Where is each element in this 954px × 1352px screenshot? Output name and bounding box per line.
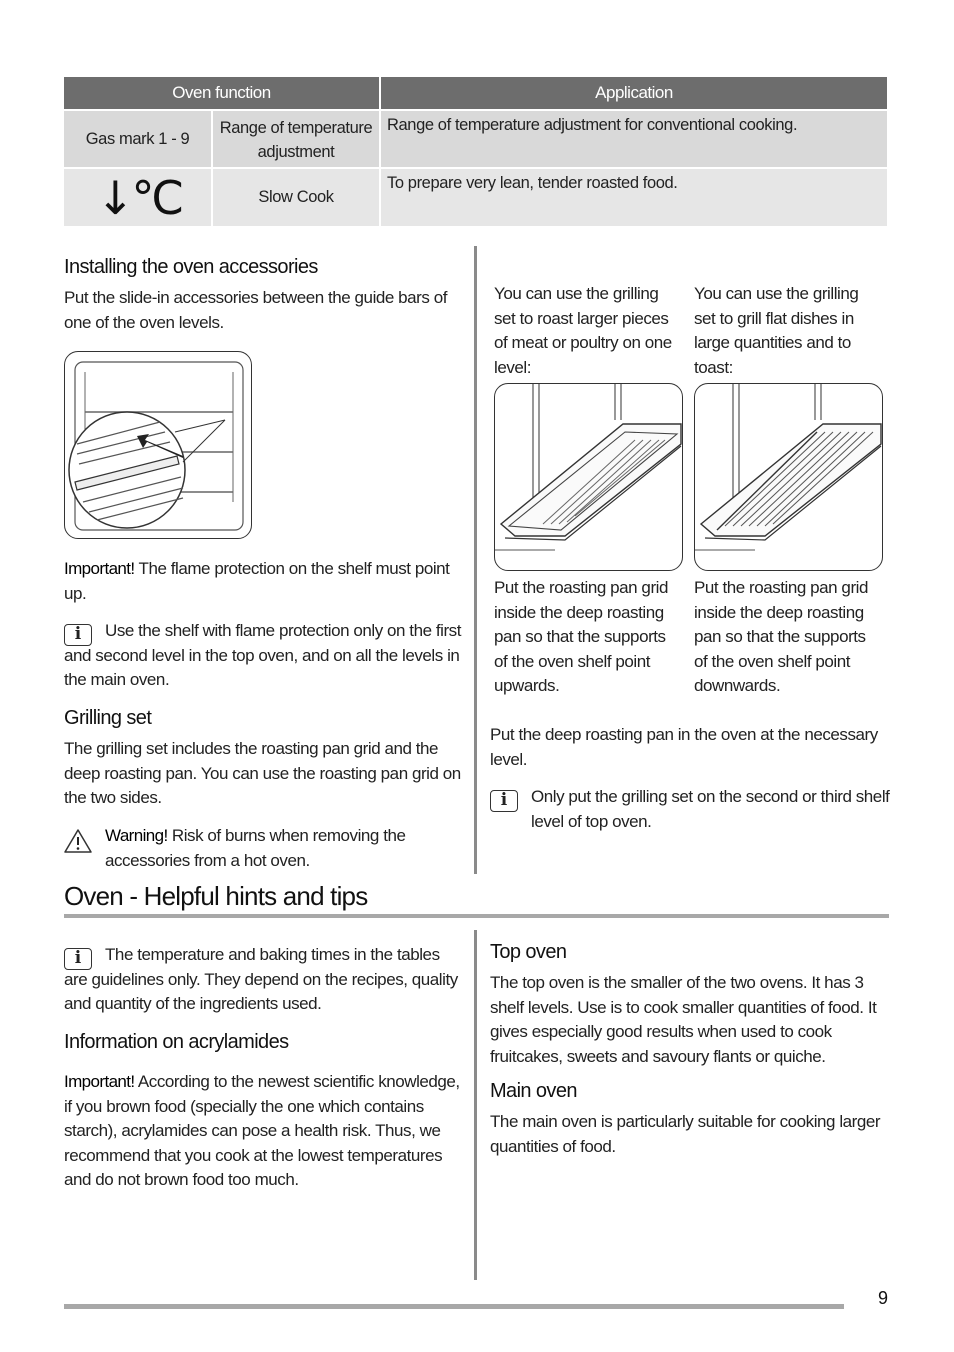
important-label: Important! xyxy=(64,559,135,578)
grill-option-b-text: You can use the grilling set to grill flat dishes in large quantities and to toast: xyxy=(694,284,859,377)
info-shelf-text xyxy=(64,619,466,693)
function-symbol-gas-mark: Gas mark 1 - 9 xyxy=(64,110,212,168)
header-oven-function: Oven function xyxy=(64,77,380,110)
deep-pan-text: Put the deep roasting pan in the oven at the necessary level. xyxy=(490,725,878,769)
top-oven-text: The top oven is the smaller of the two ovens. It has 3 shelf levels. Use is to cook smaller quantities of food. It gives especially good results when used to cook fruitcakes, sweets and savoury flants or quiche. xyxy=(490,973,877,1066)
slow-cook-icon xyxy=(64,168,212,226)
main-oven-heading: Main oven xyxy=(490,1080,577,1102)
top-oven-heading: Top oven xyxy=(490,941,567,963)
info-temp-text xyxy=(64,943,466,1017)
column-divider xyxy=(474,930,477,1280)
grill-option-a-instruction: Put the roasting pan grid inside the deep roasting pan so that the supports of the oven shelf point upwards. xyxy=(494,578,668,695)
function-name: Range of temperature adjustment xyxy=(212,110,380,168)
table-row xyxy=(64,110,887,168)
warning-icon xyxy=(63,828,93,854)
roasting-pan-supports-down-illustration xyxy=(694,383,883,571)
warning-note xyxy=(105,824,435,873)
acrylamides-content: According to the newest scientific knowledge, if you brown food (specially the one which contains starch), acrylamides can pose a health risk. Thus, we recommend that you cook at the lowest temperatures and do not brown food too much. xyxy=(64,1072,460,1189)
section-rule xyxy=(64,914,889,918)
installing-text: Put the slide-in accessories between the guide bars of one of the oven levels. xyxy=(64,288,447,332)
header-application: Application xyxy=(380,77,887,110)
grilling-heading: Grilling set xyxy=(64,707,152,729)
info-icon: i xyxy=(64,948,92,970)
info-grill-text: Only put the grilling set on the second or third shelf level of top oven. xyxy=(531,787,890,831)
important-text: The flame protection on the shelf must point up. xyxy=(64,559,450,603)
roasting-pan-supports-up-illustration xyxy=(494,383,683,571)
info-icon: i xyxy=(490,790,518,812)
info-icon: i xyxy=(64,624,92,646)
acrylamides-important-label: Important! xyxy=(64,1072,135,1091)
acrylamides-text xyxy=(64,1070,466,1193)
info-shelf-content: Use the shelf with flame protection only on the first and second level in the top oven, and on all the levels in the main oven. xyxy=(64,621,462,689)
column-divider xyxy=(474,246,477,874)
acrylamides-heading: Information on acrylamides xyxy=(64,1031,289,1053)
function-application: Range of temperature adjustment for conventional cooking. xyxy=(380,110,887,168)
grill-option-a-text: You can use the grilling set to roast larger pieces of meat or poultry on one level: xyxy=(494,284,672,377)
oven-function-table xyxy=(64,77,887,226)
main-oven-text: The main oven is particularly suitable for cooking larger quantities of food. xyxy=(490,1112,881,1156)
important-note xyxy=(64,557,466,606)
section-title: Oven - Helpful hints and tips xyxy=(64,881,368,911)
footer-rule xyxy=(64,1304,844,1309)
info-temp-content: The temperature and baking times in the tables are guidelines only. They depend on the recipes, quality and quantity of the ingredients used. xyxy=(64,945,458,1013)
page-number: 9 xyxy=(878,1288,889,1308)
warning-label: Warning! xyxy=(105,826,168,845)
table-row xyxy=(64,168,887,226)
oven-accessory-illustration xyxy=(64,351,252,539)
warning-text: Risk of burns when removing the accessories from a hot oven. xyxy=(105,826,406,870)
installing-heading: Installing the oven accessories xyxy=(64,256,318,278)
function-application: To prepare very lean, tender roasted food. xyxy=(380,168,887,226)
grilling-text: The grilling set includes the roasting pan grid and the deep roasting pan. You can use the roasting pan grid on the two sides. xyxy=(64,739,461,807)
slow-cook-symbol: ↓°C xyxy=(96,170,181,225)
grill-option-b-instruction: Put the roasting pan grid inside the deep roasting pan so that the supports of the oven shelf point downwards. xyxy=(694,578,868,695)
function-name: Slow Cook xyxy=(212,168,380,226)
